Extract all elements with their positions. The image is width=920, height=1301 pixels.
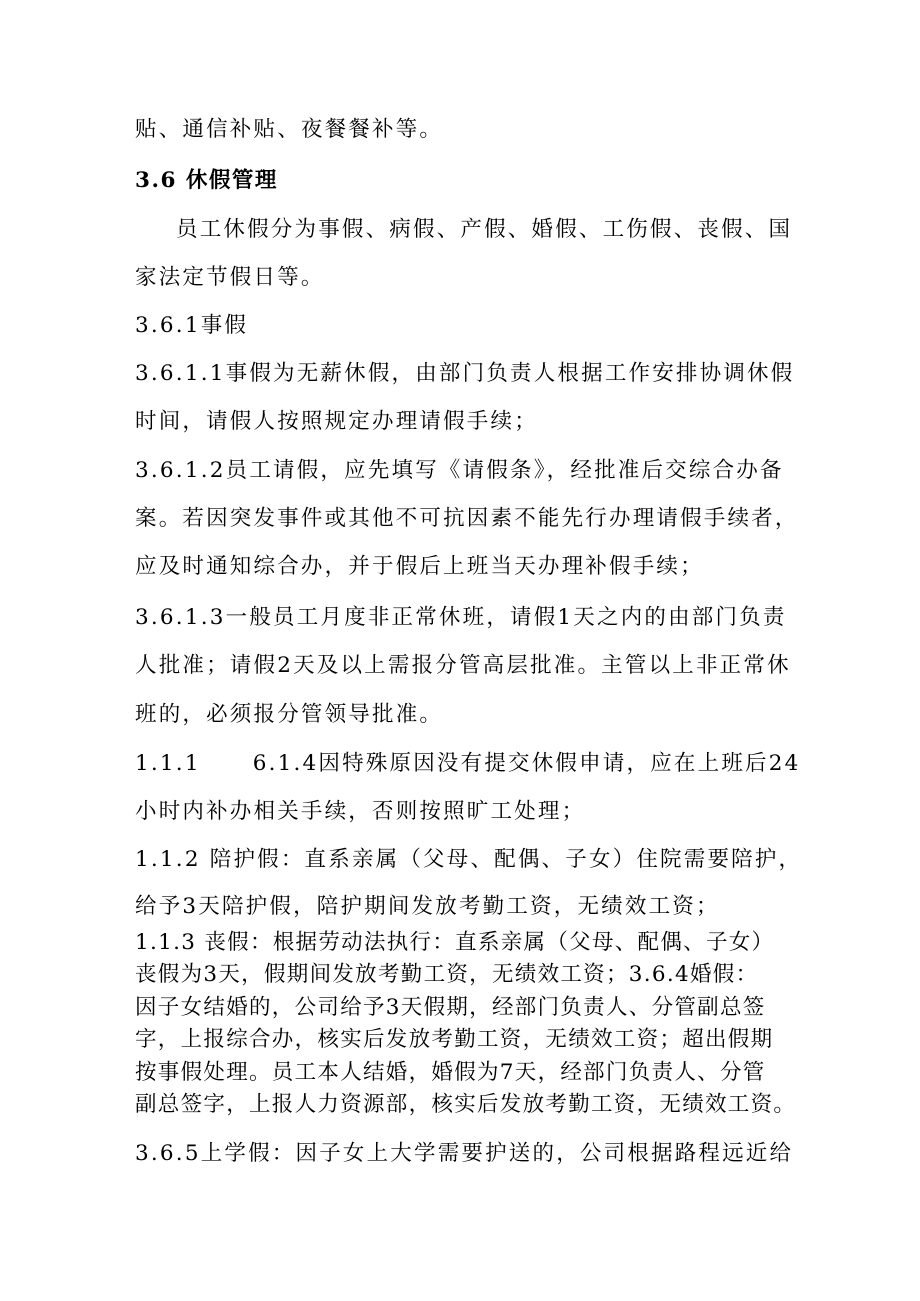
text-line: 按事假处理。员工本人结婚，婚假为7天，经部门负责人、分管 [135, 1060, 766, 1085]
text-line: 3.6.1.3一般员工月度非正常休班，请假1天之内的由部门负责 [135, 605, 787, 630]
text-line: 丧假为3天，假期间发放考勤工资，无绩效工资；3.6.4婚假： [135, 962, 759, 987]
text-line: 因子女结婚的，公司给予3天假期，经部门负责人、分管副总签 [135, 995, 766, 1020]
text-line: 班的，必须报分管领导批准。 [135, 702, 444, 727]
text-line [135, 750, 800, 778]
text-line: 小时内补办相关手续，否则按照旷工处理； [135, 799, 586, 824]
text-line: 1.1.3 丧假：根据劳动法执行：直系亲属（父母、配偶、子女） [135, 930, 775, 955]
list-number: 1.1.1 [135, 751, 201, 776]
text-line: 案。若因突发事件或其他不可抗因素不能先行办理请假手续者， [135, 506, 799, 531]
text-line-content: 6.1.4因特殊原因没有提交休假申请，应在上班后24 [252, 751, 801, 776]
section-heading: 3.6 休假管理 [135, 168, 278, 193]
text-line: 3.6.5上学假：因子女上大学需要护送的，公司根据路程远近给 [135, 1141, 794, 1166]
text-line: 家法定节假日等。 [135, 265, 325, 290]
text-line: 员工休假分为事假、病假、产假、婚假、工伤假、丧假、国 [176, 217, 793, 242]
text-line: 3.6.1.1事假为无薪休假，由部门负责人根据工作安排协调休假 [135, 361, 795, 386]
text-line: 人批准；请假2天及以上需报分管高层批准。主管以上非正常休 [135, 653, 791, 678]
text-line: 3.6.1.2员工请假，应先填写《请假条》，经批准后交综合办备 [135, 458, 784, 483]
text-line: 给予3天陪护假，陪护期间发放考勤工资，无绩效工资； [135, 894, 720, 919]
text-line: 应及时通知综合办，并于假后上班当天办理补假手续； [135, 554, 704, 579]
subsection-heading: 3.6.1事假 [135, 313, 249, 338]
text-line: 1.1.2 陪护假：直系亲属（父母、配偶、子女）住院需要陪护， [135, 847, 803, 872]
text-line: 时间，请假人按照规定办理请假手续； [135, 409, 538, 434]
text-line: 贴、通信补贴、夜餐餐补等。 [135, 117, 444, 142]
text-line: 副总签字，上报人力资源部，核实后发放考勤工资，无绩效工资。 [135, 1092, 797, 1117]
text-line: 字，上报综合办，核实后发放考勤工资，无绩效工资；超出假期 [135, 1027, 774, 1052]
